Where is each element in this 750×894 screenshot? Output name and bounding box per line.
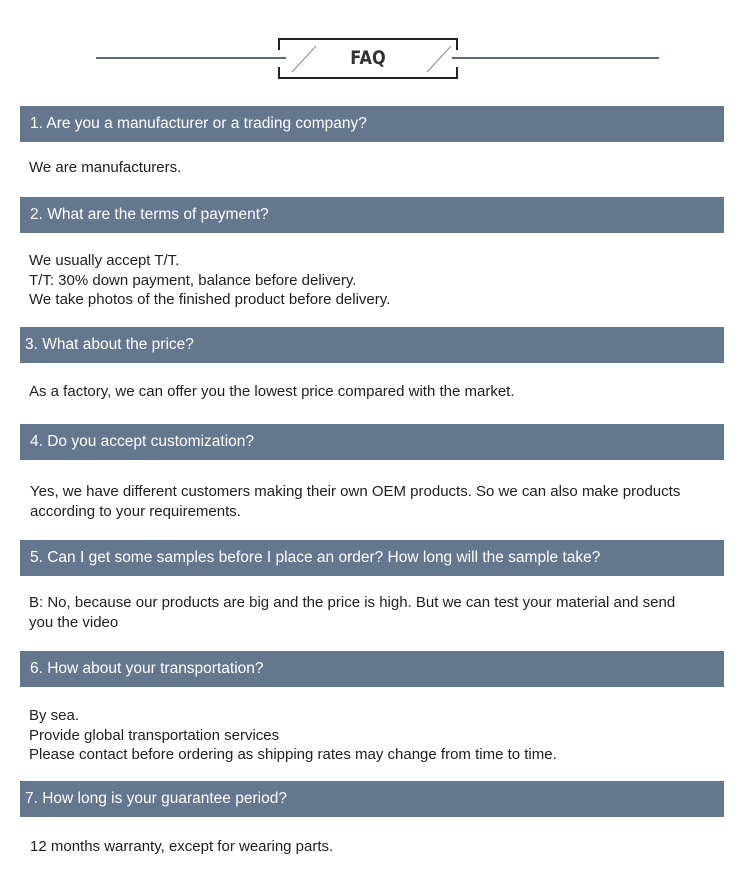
answer-line: Please contact before ordering as shipping rates may change from time to time. <box>29 746 557 763</box>
answer-line: you the video <box>29 613 119 631</box>
answer-line: B: No, because our products are big and the price is high. But we can test your material and send <box>29 594 676 611</box>
answer-line: We are manufacturers. <box>29 159 182 176</box>
answer-line: We take photos of the finished product before delivery. <box>29 291 391 308</box>
faq-header <box>0 0 750 100</box>
answer-line: according to your requirements. <box>30 502 241 520</box>
faq-question-2: 2. What are the terms of payment? <box>20 197 724 233</box>
faq-question-5: 5. Can I get some samples before I place an order? How long will the sample take? <box>20 540 724 576</box>
faq-answer-7 <box>30 837 740 857</box>
answer-line: As a factory, we can offer you the lowest price compared with the market. <box>29 383 515 400</box>
faq-answer-3 <box>29 382 739 402</box>
faq-answer-5 <box>29 593 739 632</box>
faq-question-7: 7. How long is your guarantee period? <box>20 781 724 817</box>
faq-answer-2 <box>29 251 739 310</box>
faq-question-3: 3. What about the price? <box>20 327 724 363</box>
faq-answer-6 <box>29 706 739 765</box>
faq-answer-1 <box>29 158 739 178</box>
faq-answer-4 <box>30 482 740 521</box>
faq-question-4: 4. Do you accept customization? <box>20 424 724 460</box>
faq-question-6: 6. How about your transportation? <box>20 651 724 687</box>
header-title-frame <box>278 38 458 79</box>
answer-line: T/T: 30% down payment, balance before delivery. <box>29 271 357 289</box>
answer-line: By sea. <box>29 707 80 724</box>
answer-line: Provide global transportation services <box>29 726 280 744</box>
header-divider-right <box>452 57 659 59</box>
answer-line: We usually accept T/T. <box>29 252 180 269</box>
answer-line: Yes, we have different customers making their own OEM products. So we can also make products <box>30 483 681 500</box>
answer-line: 12 months warranty, except for wearing parts. <box>30 838 334 855</box>
header-divider-left <box>96 57 286 59</box>
faq-question-1: 1. Are you a manufacturer or a trading company? <box>20 106 724 142</box>
page-title: FAQ <box>350 47 386 69</box>
